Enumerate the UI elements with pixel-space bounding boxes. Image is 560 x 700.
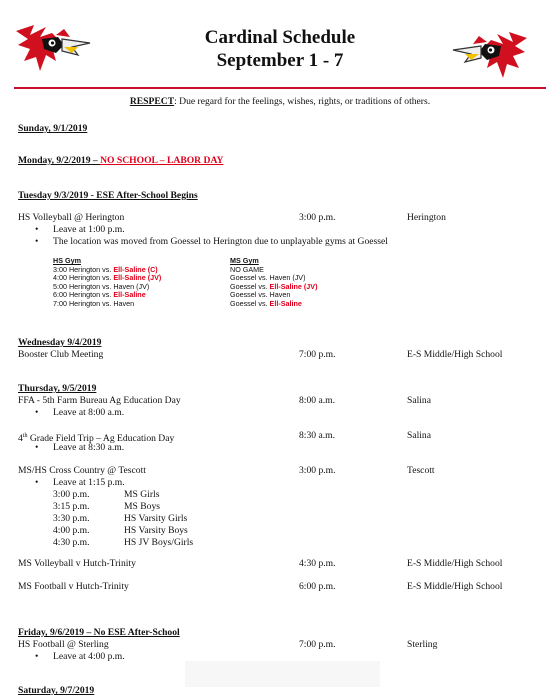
table-row: 4:00 Herington vs. Ell-Saline (JV) <box>53 273 162 282</box>
event-name: MS Volleyball v Hutch-Trinity <box>18 558 136 569</box>
event-place: E-S Middle/High School <box>407 349 503 360</box>
event-time: 7:00 p.m. <box>299 639 336 650</box>
race-name: HS JV Boys/Girls <box>124 537 194 548</box>
race-name: HS Varsity Boys <box>124 525 188 536</box>
table-row: NO GAME <box>230 264 264 274</box>
event-time: 7:00 p.m. <box>299 349 336 360</box>
race-name: HS Varsity Girls <box>124 513 188 524</box>
page-subtitle: September 1 - 7 <box>216 50 344 71</box>
tuesday-heading: Tuesday 9/3/2019 - ESE After-School Begins <box>18 190 198 201</box>
hs-gym-table <box>53 257 161 308</box>
list-item: • Leave at 8:00 a.m. <box>53 407 124 419</box>
event-place: Herington <box>407 212 446 223</box>
event-time: 3:00 p.m. <box>299 465 336 476</box>
table-row: 3:00 Herington vs. Ell-Saline (C) <box>53 264 158 274</box>
respect-word: RESPECT <box>129 96 175 107</box>
event-time: 8:30 a.m. <box>299 430 335 441</box>
event-time: 4:30 p.m. <box>299 558 336 569</box>
table-row: 6:00 Herington vs. Ell-Saline <box>53 290 146 299</box>
event-name: HS Volleyball @ Herington <box>18 212 125 223</box>
race-name: MS Girls <box>124 489 160 500</box>
list-item: • Leave at 4:00 p.m. <box>53 651 125 663</box>
race-time: 4:00 p.m. <box>53 525 90 536</box>
list-item: • Leave at 1:00 p.m. <box>53 224 125 236</box>
respect-line <box>0 96 560 108</box>
table-row: 5:00 Herington vs. Haven (JV) <box>53 281 150 291</box>
wednesday-heading: Wednesday 9/4/2019 <box>18 337 102 348</box>
event-time: 8:00 a.m. <box>299 395 335 406</box>
table-row: 7:00 Herington vs. Haven <box>53 298 135 308</box>
header-divider <box>14 87 546 89</box>
race-time: 3:15 p.m. <box>53 501 90 512</box>
thursday-heading: Thursday, 9/5/2019 <box>18 383 97 394</box>
event-name: 4th Grade Field Trip – Ag Education Day <box>18 433 175 445</box>
hs-gym-title: HS Gym <box>53 256 81 265</box>
list-item: • Leave at 1:15 p.m. <box>53 477 125 489</box>
event-place: Salina <box>407 430 431 441</box>
event-place: E-S Middle/High School <box>407 581 503 592</box>
event-place: Salina <box>407 395 431 406</box>
event-name: MS/HS Cross Country @ Tescott <box>18 465 146 476</box>
event-place: Tescott <box>407 465 435 476</box>
respect-definition: : Due regard for the feelings, wishes, rights, or traditions of others. <box>174 96 431 107</box>
friday-heading: Friday, 9/6/2019 – No ESE After-School <box>18 627 180 638</box>
event-name: MS Football v Hutch-Trinity <box>18 581 129 592</box>
list-item: • The location was moved from Goessel to Herington due to unplayable gyms at Goessel <box>53 236 388 248</box>
race-time: 4:30 p.m. <box>53 537 90 548</box>
list-item: • Leave at 8:30 a.m. <box>53 442 124 454</box>
saturday-heading: Saturday, 9/7/2019 <box>18 685 95 696</box>
sunday-heading: Sunday, 9/1/2019 <box>18 123 88 134</box>
labor-day-note: NO SCHOOL – LABOR DAY <box>100 155 224 166</box>
race-time: 3:30 p.m. <box>53 513 90 524</box>
event-name: Booster Club Meeting <box>18 349 104 360</box>
event-time: 3:00 p.m. <box>299 212 336 223</box>
ms-gym-title: MS Gym <box>230 256 259 265</box>
event-place: Sterling <box>407 639 438 650</box>
race-name: MS Boys <box>124 501 160 512</box>
page-title: Cardinal Schedule <box>204 27 356 48</box>
race-time: 3:00 p.m. <box>53 489 90 500</box>
ms-gym-table <box>230 257 317 308</box>
table-row: Goessel vs. Haven (JV) <box>230 273 306 282</box>
scan-smudge <box>185 661 380 687</box>
table-row: Goessel vs. Ell-Saline <box>230 298 302 308</box>
event-name: FFA - 5th Farm Bureau Ag Education Day <box>18 395 181 406</box>
event-time: 6:00 p.m. <box>299 581 336 592</box>
event-name: HS Football @ Sterling <box>18 639 109 650</box>
monday-heading: Monday, 9/2/2019 – NO SCHOOL – LABOR DAY <box>18 155 224 166</box>
table-row: Goessel vs. Ell-Saline (JV) <box>230 281 318 291</box>
table-row: Goessel vs. Haven <box>230 290 291 299</box>
event-place: E-S Middle/High School <box>407 558 503 569</box>
